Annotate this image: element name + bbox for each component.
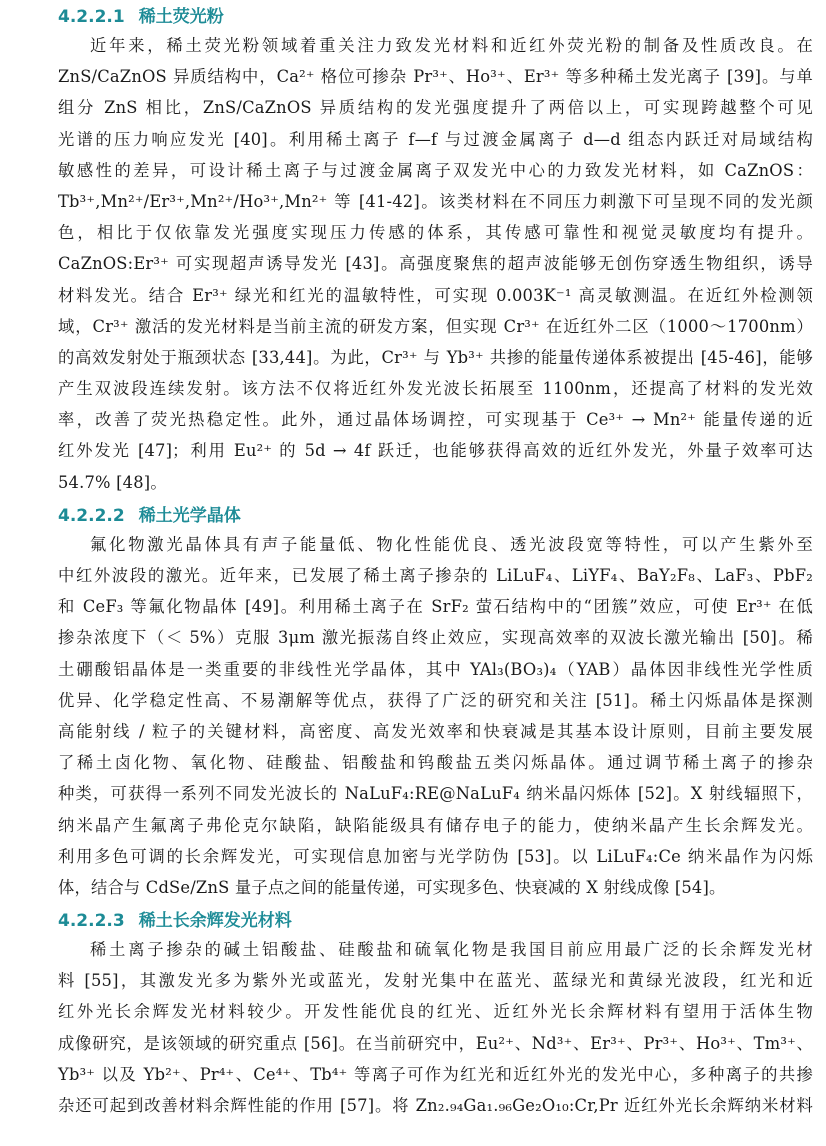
text-line: 敏感性的差异，可设计稀土离子与过渡金属离子双发光中心的力致发光材料，如 CaZnOS： [58, 160, 813, 180]
section-title: 稀土荧光粉 [138, 7, 224, 27]
section-rare-earth-afterglow-materials [58, 908, 813, 1121]
section-title: 稀土长余辉发光材料 [138, 911, 292, 932]
text-line: 稀土离子掺杂的碱土铝酸盐、硅酸盐和硫氧化物是我国目前应用最广泛的长余辉发光材 [90, 940, 813, 960]
section-number: 4.2.2.1 [58, 7, 125, 27]
text-line: 红外光长余辉发光材料较少。开发性能优良的红光、近红外光长余辉材料有望用于活体生物 [58, 1002, 813, 1022]
text-line: CaZnOS:Er³⁺ 可实现超声诱导发光 [43]。高强度聚焦的超声波能够无创伤穿透生物组织，诱导 [58, 254, 813, 274]
section-number: 4.2.2.2 [58, 505, 125, 526]
text-line: 近年来，稀土荧光粉领域着重关注力致发光材料和近红外荧光粉的制备及性质改良。在 [90, 36, 813, 55]
text-line: 域，Cr³⁺ 激活的发光材料是当前主流的研发方案，但实现 Cr³⁺ 在近红外二区（1000～1700nm） [58, 316, 813, 336]
text-line: 组分 ZnS 相比，ZnS/CaZnOS 异质结构的发光强度提升了两倍以上，可实现跨越整个可见 [58, 98, 813, 118]
text-line: 体，结合与 CdSe/ZnS 量子点之间的能量传递，可实现多色、快衰减的 X 射线成像 [54]。 [58, 877, 726, 897]
text-line: 产生双波段连续发射。该方法不仅将近红外发光波长拓展至 1100nm，还提高了材料的发光效 [58, 379, 813, 399]
paragraph [58, 529, 813, 903]
text-line: 中红外波段的激光。近年来，已发展了稀土离子掺杂的 LiLuF₄、LiYF₄、BaY₂F₈、LaF₃、PbF₂ [58, 566, 813, 585]
text-line: ZnS/CaZnOS 异质结构中，Ca²⁺ 格位可掺杂 Pr³⁺、Ho³⁺、Er³⁺ 等多种稀土发光离子 [39]。与单 [58, 67, 813, 87]
section-heading [58, 908, 813, 934]
text-line: 纳米晶产生氟离子弗伦克尔缺陷，缺陷能级具有储存电子的能力，使纳米晶产生长余辉发光。 [58, 815, 813, 835]
text-line: 率，改善了荧光热稳定性。此外，通过晶体场调控，可实现基于 Ce³⁺ → Mn²⁺ 能量传递的近 [58, 410, 813, 430]
text-line: 优异、化学稳定性高、不易潮解等优点，获得了广泛的研究和关注 [51]。稀土闪烁晶体是探测 [58, 690, 813, 710]
paragraph [58, 30, 813, 498]
text-line: 成像研究，是该领域的研究重点 [56]。在当前研究中，Eu²⁺、Nd³⁺、Er³⁺、Pr³⁺、Ho³⁺、Tm³⁺、 [58, 1033, 813, 1053]
text-line: 色，相比于仅依靠发光强度实现压力传感的体系，其传感可靠性和视觉灵敏度均有提升。 [58, 223, 813, 243]
text-line: 杂还可起到改善材料余辉性能的作用 [57]。将 Zn₂.₉₄Ga₁.₉₆Ge₂O₁₀:Cr,Pr 近红外光长余辉纳米材料 [58, 1096, 813, 1115]
section-rare-earth-optical-crystals [58, 503, 813, 903]
text-line: 的高效发射处于瓶颈状态 [33,44]。为此，Cr³⁺ 与 Yb³⁺ 共掺的能量传递体系被提出 [45-46]，能够 [58, 347, 813, 367]
text-line: 土硼酸铝晶体是一类重要的非线性光学晶体，其中 YAl₃(BO₃)₄（YAB）晶体因非线性光学性质 [58, 659, 813, 679]
text-line: 氟化物激光晶体具有声子能量低、物化性能优良、透光波段宽等特性，可以产生紫外至 [90, 534, 813, 554]
section-rare-earth-phosphors [58, 4, 813, 498]
text-line: 种类，可获得一系列不同发光波长的 NaLuF₄:RE@NaLuF₄ 纳米晶闪烁体 [52]。X 射线辐照下， [58, 784, 813, 804]
text-line: 了稀土卤化物、氧化物、硅酸盐、铝酸盐和钨酸盐五类闪烁晶体。通过调节稀土离子的掺杂 [58, 753, 813, 773]
document-page [58, 0, 813, 1121]
section-number: 4.2.2.3 [58, 911, 125, 932]
text-line: 54.7% [48]。 [58, 472, 167, 492]
section-heading [58, 503, 813, 529]
text-line: 利用多色可调的长余辉发光，可实现信息加密与光学防伪 [53]。以 LiLuF₄:Ce 纳米晶作为闪烁 [58, 846, 813, 866]
text-line: 红外发光 [47]；利用 Eu²⁺ 的 5d → 4f 跃迁，也能够获得高效的近红外发光，外量子效率可达 [58, 441, 813, 461]
text-line: 光谱的压力响应发光 [40]。利用稀土离子 f—f 与过渡金属离子 d—d 组态内跃迁对局域结构 [58, 129, 813, 149]
section-title: 稀土光学晶体 [138, 505, 241, 526]
text-line: 料 [55]，其激发光多为紫外光或蓝光，发射光集中在蓝光、蓝绿光和黄绿光波段，红光和近 [58, 971, 813, 991]
text-line: Yb³⁺ 以及 Yb²⁺、Pr⁴⁺、Ce⁴⁺、Tb⁴⁺ 等离子可作为红光和近红外光的发光中心，多种离子的共掺 [58, 1064, 813, 1084]
text-line: 高能射线 / 粒子的关键材料，高密度、高发光效率和快衰减是其基本设计原则，目前主要发展 [58, 721, 813, 741]
section-heading [58, 4, 813, 30]
text-line: Tb³⁺,Mn²⁺/Er³⁺,Mn²⁺/Ho³⁺,Mn²⁺ 等 [41-42]。该类材料在不同压力刺激下可呈现不同的发光颜 [58, 191, 813, 211]
text-line: 掺杂浓度下（＜ 5%）克服 3μm 激光振荡自终止效应，实现高效率的双波长激光输出 [50]。稀 [58, 628, 813, 648]
text-line: 和 CeF₃ 等氟化物晶体 [49]。利用稀土离子在 SrF₂ 萤石结构中的“团簇”效应，可使 Er³⁺ 在低 [58, 597, 813, 617]
paragraph [58, 934, 813, 1121]
text-line: 材料发光。结合 Er³⁺ 绿光和红光的温敏特性，可实现 0.003K⁻¹ 高灵敏测温。在近红外检测领 [58, 285, 813, 305]
